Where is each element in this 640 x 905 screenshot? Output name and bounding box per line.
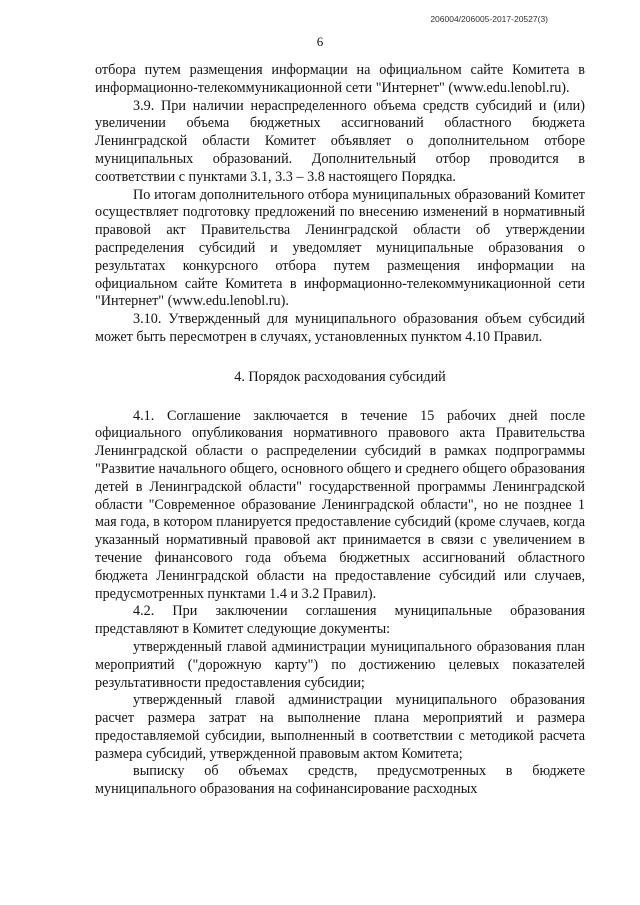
list-item-cost-calculation: утвержденный главой администрации муниципального образования расчет размера затрат на выполнение плана мероприятий и размера предоставляемой субсидии, выполненный в соответствии с методикой расчета размера субсидий, утвержденной правовым актом Комитета;	[95, 692, 585, 762]
paragraph-4-1: 4.1. Соглашение заключается в течение 15 рабочих дней после официального опубликования нормативного правового акта Правительства Ленинградской области о распределении субсидий в рамках подпрограммы "Развитие начального общего, основного общего и среднего общего образования детей в Ленинградской области" государственной программы Ленинградской области "Современное образование Ленинградской области", но не позднее 1 мая года, в котором планируется предоставление субсидий (кроме случаев, когда указанный нормативный правовой акт принимается в связи с увеличением в течение финансового года объема бюджетных ассигнований областного бюджета Ленинградской области на предоставление субсидий или случаев, предусмотренных пунктами 1.4 и 3.2 Правил).	[95, 407, 585, 602]
list-item-roadmap: утвержденный главой администрации муниципального образования план мероприятий ("дорожную карту") по достижению целевых показателей результативности предоставления субсидии;	[95, 638, 585, 691]
list-item-budget-extract: выписку об объемах средств, предусмотренных в бюджете муниципального образования на софинансирование расходных	[95, 763, 585, 798]
section-heading: 4. Порядок расходования субсидий	[234, 368, 446, 385]
document-number: 206004/206005-2017-20527(3)	[430, 14, 548, 24]
paragraph-continuation: отбора путем размещения информации на официальном сайте Комитета в информационно-телекоммуникационной сети "Интернет" (www.edu.lenobl.ru).	[95, 62, 585, 96]
paragraph-3-10: 3.10. Утвержденный для муниципального образования объем субсидий может быть пересмотрен в случаях, установленных пунктом 4.10 Правил.	[95, 311, 585, 345]
page-number: 6	[316, 34, 324, 49]
document-body	[95, 62, 585, 799]
paragraph-3-9: 3.9. При наличии нераспределенного объема средств субсидий и (или) увеличении объема бюджетных ассигнований областного бюджета Ленинградской области Комитет объявляет о дополнительном отборе муниципальных образований. Дополнительный отбор проводится в соответствии с пунктами 3.1, 3.3 – 3.8 настоящего Порядка.	[95, 97, 585, 185]
paragraph-4-2: 4.2. При заключении соглашения муниципальные образования представляют в Комитет следующие документы:	[95, 603, 585, 638]
paragraph-additional-selection: По итогам дополнительного отбора муниципальных образований Комитет осуществляет подготовку предложений по внесению изменений в нормативный правовой акт Правительства Ленинградской области об утверждении распределения субсидий и уведомляет муниципальные образования о результатах конкурсного отбора путем размещения информации на официальном сайте Комитета в информационно-телекоммуникационной сети "Интернет" (www.edu.lenobl.ru).	[95, 186, 585, 310]
